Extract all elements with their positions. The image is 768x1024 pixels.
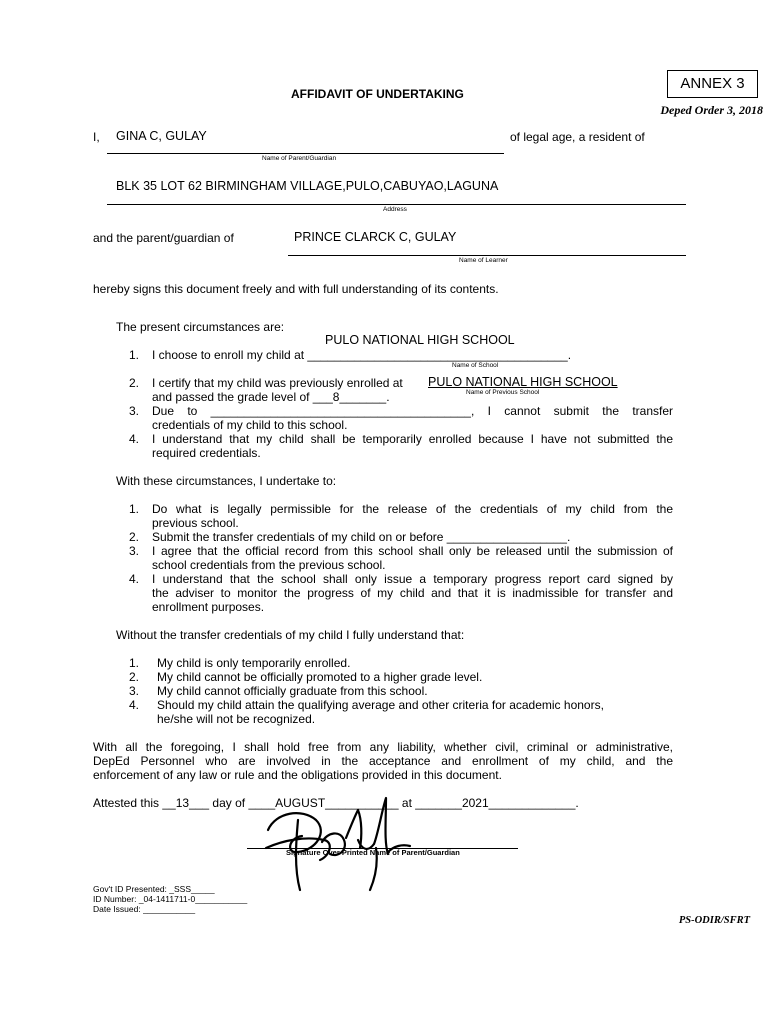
consequence-2-number: 2. [129, 670, 140, 684]
without-credentials-heading: Without the transfer credentials of my child I fully understand that: [116, 628, 465, 642]
deped-order-reference: Deped Order 3, 2018 [660, 103, 763, 117]
undertaking-3-line-2: school credentials from the previous school. [152, 558, 386, 572]
consequence-3-number: 3. [129, 684, 140, 698]
previous-school-value: PULO NATIONAL HIGH SCHOOL [428, 375, 618, 389]
guardian-name-value: GINA C, GULAY [116, 129, 207, 143]
consequence-1-text: My child is only temporarily enrolled. [157, 656, 351, 670]
school-name-caption: Name of School [452, 362, 499, 369]
undertaking-4-line-2: the adviser to monitor the progress of my child and that it is inadmissible for transfer and [152, 586, 673, 600]
undertaking-3-line-1: I agree that the official record from this school shall only be released until the submission of [152, 544, 673, 558]
date-issued: Date Issued: ___________ [93, 904, 196, 914]
hereby-statement: hereby signs this document freely and with full understanding of its contents. [93, 282, 499, 296]
foregoing-line-1: With all the foregoing, I shall hold free from any liability, whether civil, criminal or administrative, [93, 740, 673, 754]
school-name-value: PULO NATIONAL HIGH SCHOOL [325, 333, 515, 347]
foregoing-line-2: DepEd Personnel who are involved in the acceptance and enrollment of my child, and the [93, 754, 673, 768]
document-title: AFFIDAVIT OF UNDERTAKING [291, 87, 464, 101]
circumstance-3-line-1: Due to _______________________________________, I cannot submit the transfer [152, 404, 673, 418]
handwritten-signature [258, 790, 418, 900]
previous-school-caption: Name of Previous School [466, 389, 540, 396]
address-line [107, 204, 686, 205]
undertaking-4-line-1: I understand that the school shall only issue a temporary progress report card signed by [152, 572, 673, 586]
annex-label: ANNEX 3 [680, 75, 745, 92]
guardian-name-caption: Name of Parent/Guardian [262, 155, 337, 162]
undertaking-4-number: 4. [129, 572, 140, 586]
undertaking-1-line-2: previous school. [152, 516, 239, 530]
undertaking-2-number: 2. [129, 530, 140, 544]
consequence-2-text: My child cannot be officially promoted to a higher grade level. [157, 670, 483, 684]
undertaking-2-line-1: Submit the transfer credentials of my child on or before __________________. [152, 530, 571, 544]
address-value: BLK 35 LOT 62 BIRMINGHAM VILLAGE,PULO,CABUYAO,LAGUNA [116, 179, 499, 193]
undertaking-1-number: 1. [129, 502, 140, 516]
signature-caption: Signature Over Printed Name of Parent/Guardian [286, 848, 460, 857]
circumstance-2-grade: and passed the grade level of ___8_______. [152, 390, 390, 404]
intro-i: I, [93, 130, 100, 144]
undertaking-3-number: 3. [129, 544, 140, 558]
present-circumstances-heading: The present circumstances are: [116, 320, 285, 334]
annex-box [667, 70, 758, 98]
consequence-4-line-1: Should my child attain the qualifying average and other criteria for academic honors, [157, 698, 604, 712]
circumstance-1-number: 1. [129, 348, 140, 362]
circumstance-2-number: 2. [129, 376, 140, 390]
circumstance-4-number: 4. [129, 432, 140, 446]
address-caption: Address [383, 206, 407, 213]
legal-age-text: of legal age, a resident of [510, 130, 645, 144]
footer-code: PS-ODIR/SFRT [678, 915, 750, 926]
learner-name-value: PRINCE CLARCK C, GULAY [294, 230, 457, 244]
circumstance-4-line-2: required credentials. [152, 446, 261, 460]
circumstance-4-line-1: I understand that my child shall be temporarily enrolled because I have not submitted the [152, 432, 673, 446]
consequence-4-number: 4. [129, 698, 140, 712]
undertake-heading: With these circumstances, I undertake to: [116, 474, 337, 488]
learner-name-line [288, 255, 686, 256]
guardian-name-line [107, 153, 504, 154]
undertaking-1-line-1: Do what is legally permissible for the release of the credentials of my child from the [152, 502, 673, 516]
consequence-3-text: My child cannot officially graduate from this school. [157, 684, 428, 698]
circumstance-3-number: 3. [129, 404, 140, 418]
govt-id-presented: Gov't ID Presented: _SSS_____ [93, 884, 215, 894]
consequence-4-line-2: he/she will not be recognized. [157, 712, 316, 726]
undertaking-4-line-3: enrollment purposes. [152, 600, 265, 614]
attested-statement: Attested this __13___ day of ____AUGUST___________ at _______2021_____________. [93, 796, 579, 810]
foregoing-line-3: enforcement of any law or rule and the obligations provided in this document. [93, 768, 502, 782]
consequence-1-number: 1. [129, 656, 140, 670]
circumstance-2-text: I certify that my child was previously enrolled at [152, 376, 403, 390]
circumstance-3-line-2: credentials of my child to this school. [152, 418, 348, 432]
learner-name-caption: Name of Learner [459, 257, 508, 264]
circumstance-1-text: I choose to enroll my child at _______________________________________. [152, 348, 572, 362]
parent-of-text: and the parent/guardian of [93, 231, 234, 245]
id-number: ID Number: _04-1411711-0___________ [93, 894, 248, 904]
